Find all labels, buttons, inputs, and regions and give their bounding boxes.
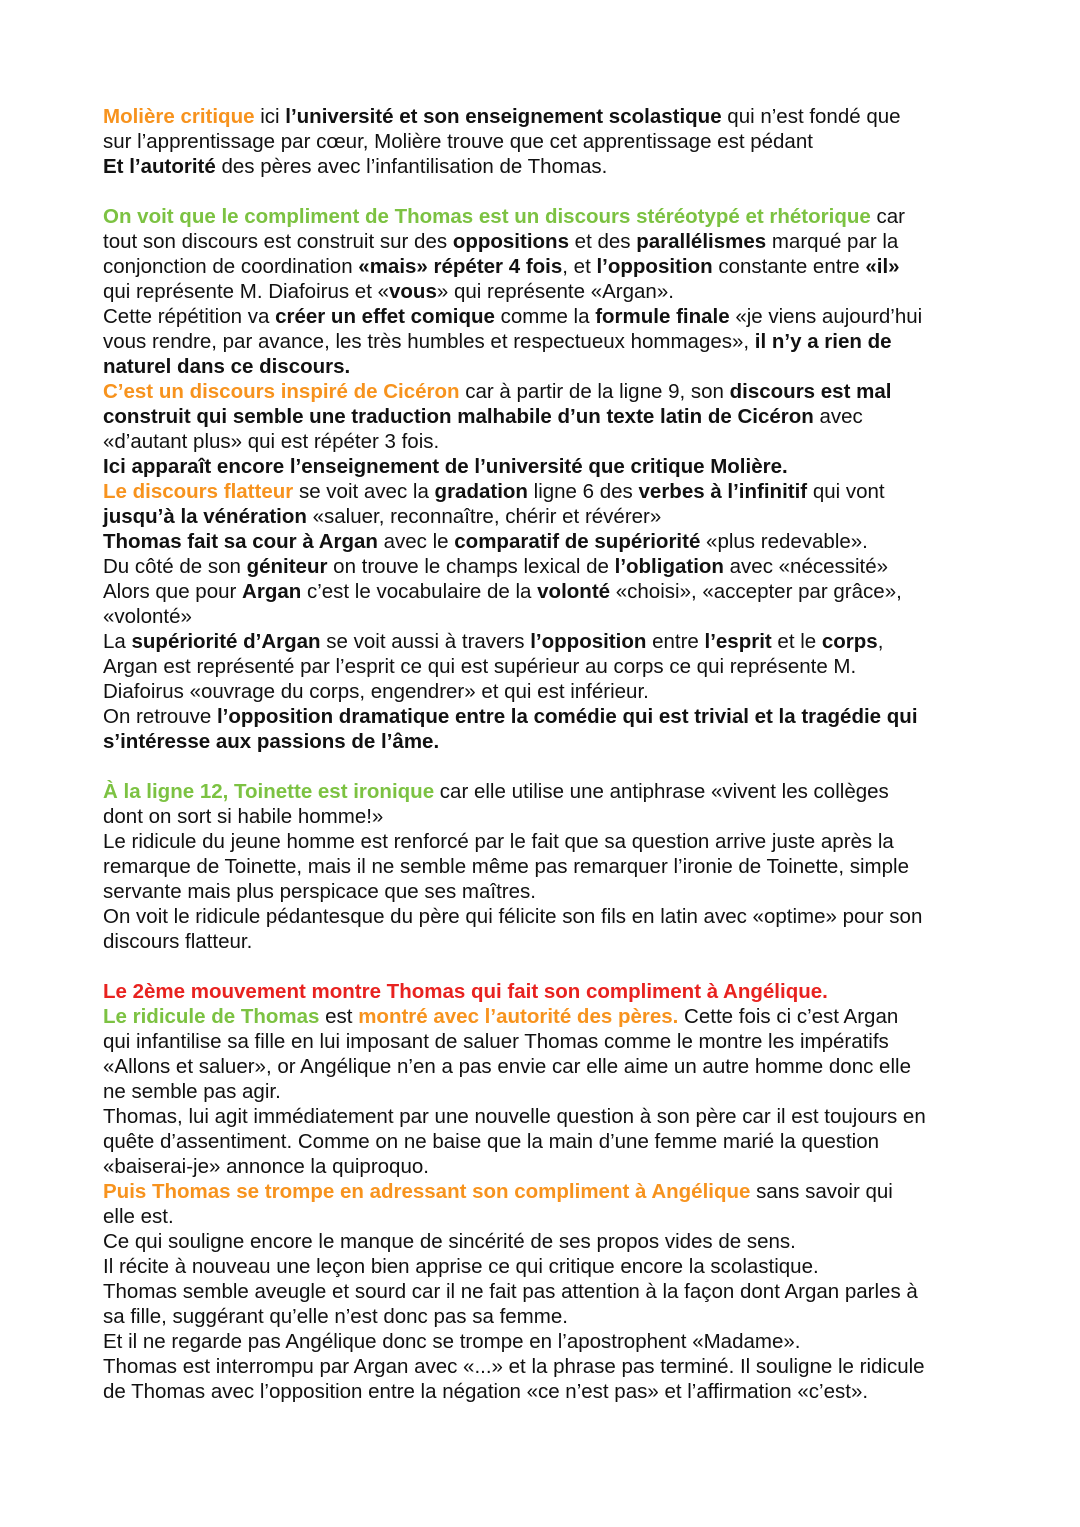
text-run: Thomas, lui agit immédiatement par une nouvelle question à son père car il est toujours en bbox=[103, 1105, 926, 1128]
text-run: est bbox=[319, 1005, 359, 1028]
text-line bbox=[103, 1054, 983, 1079]
text-run: avec bbox=[813, 405, 863, 428]
bold-text: l’opposition bbox=[530, 630, 647, 653]
text-run: «volonté» bbox=[103, 605, 192, 628]
text-line bbox=[103, 1154, 983, 1179]
text-line bbox=[103, 529, 983, 554]
highlight-text: Le discours flatteur bbox=[103, 480, 294, 503]
bold-text: l’obligation bbox=[614, 555, 724, 578]
text-line bbox=[103, 1304, 983, 1329]
text-run: sa fille, suggérant qu’elle n’est donc pas sa femme. bbox=[103, 1305, 568, 1328]
bold-text: l’esprit bbox=[704, 630, 772, 653]
text-line bbox=[103, 854, 983, 879]
highlight-text: On voit que le compliment de Thomas est un discours stéréotypé et rhétorique bbox=[103, 205, 871, 228]
bold-text: comparatif de supériorité bbox=[454, 530, 701, 553]
bold-text: Argan bbox=[242, 580, 302, 603]
text-line bbox=[103, 1379, 983, 1404]
text-run: dont on sort si habile homme!» bbox=[103, 805, 384, 828]
text-run: Le ridicule du jeune homme est renforcé par le fait que sa question arrive juste après la bbox=[103, 830, 894, 853]
text-line bbox=[103, 279, 983, 304]
text-line bbox=[103, 629, 983, 654]
text-line bbox=[103, 979, 983, 1004]
highlight-text: C’est un discours inspiré de Cicéron bbox=[103, 380, 460, 403]
text-line bbox=[103, 154, 983, 179]
text-line bbox=[103, 679, 983, 704]
text-line bbox=[103, 1354, 983, 1379]
text-line bbox=[103, 829, 983, 854]
text-run: car à partir de la ligne 9, son bbox=[459, 380, 730, 403]
text-line bbox=[103, 1079, 983, 1104]
text-line bbox=[103, 229, 983, 254]
highlight-text: À la ligne 12, Toinette est ironique bbox=[103, 780, 435, 803]
text-run: comme la bbox=[494, 305, 596, 328]
bold-text: créer un effet comique bbox=[275, 305, 495, 328]
text-line bbox=[103, 1029, 983, 1054]
text-line bbox=[103, 104, 983, 129]
bold-text: oppositions bbox=[452, 230, 569, 253]
text-line bbox=[103, 1329, 983, 1354]
text-run: qui n’est fondé que bbox=[721, 105, 901, 128]
bold-text: Ici apparaît encore l’enseignement de l’université que critique Molière. bbox=[103, 455, 788, 478]
text-run: Alors que pour bbox=[103, 580, 243, 603]
text-run: Il récite à nouveau une leçon bien apprise ce qui critique encore la scolastique. bbox=[103, 1255, 819, 1278]
text-run: constante entre bbox=[712, 255, 866, 278]
text-run: car bbox=[870, 205, 905, 228]
text-line bbox=[103, 1004, 983, 1029]
text-line bbox=[103, 504, 983, 529]
bold-text: géniteur bbox=[246, 555, 328, 578]
text-run: vous rendre, par avance, les très humbles et respectueux hommages», bbox=[103, 330, 755, 353]
bold-text: l’opposition dramatique entre la comédie qui est trivial et la tragédie qui bbox=[216, 705, 918, 728]
text-line bbox=[103, 329, 983, 354]
text-run: On voit le ridicule pédantesque du père qui félicite son fils en latin avec «optime» pour son bbox=[103, 905, 923, 928]
text-run: et des bbox=[568, 230, 637, 253]
text-run: ici bbox=[254, 105, 286, 128]
text-run: se voit avec la bbox=[293, 480, 435, 503]
text-run: marqué par la bbox=[766, 230, 899, 253]
text-line bbox=[103, 554, 983, 579]
bold-text: vous bbox=[389, 280, 437, 303]
text-run: , bbox=[877, 630, 884, 653]
text-line bbox=[103, 1104, 983, 1129]
bold-text: «il» bbox=[865, 255, 900, 278]
paragraph-gap bbox=[103, 754, 983, 779]
text-run: «plus redevable». bbox=[700, 530, 868, 553]
highlight-text: Puis Thomas se trompe en adressant son compliment à Angélique bbox=[103, 1180, 751, 1203]
text-run: sans savoir qui bbox=[750, 1180, 893, 1203]
bold-text: Thomas fait sa cour à Argan bbox=[103, 530, 378, 553]
bold-text: volonté bbox=[537, 580, 611, 603]
bold-text: corps bbox=[821, 630, 878, 653]
text-run: et le bbox=[771, 630, 822, 653]
document-body bbox=[103, 104, 983, 1404]
text-line bbox=[103, 1179, 983, 1204]
bold-text: Et l’autorité bbox=[103, 155, 216, 178]
text-run: «choisi», «accepter par grâce», bbox=[610, 580, 902, 603]
text-run: ligne 6 des bbox=[527, 480, 639, 503]
text-run: entre bbox=[646, 630, 705, 653]
bold-text: jusqu’à la vénération bbox=[103, 505, 307, 528]
text-run: qui représente M. Diafoirus et « bbox=[103, 280, 389, 303]
text-line bbox=[103, 1129, 983, 1154]
text-run: qui vont bbox=[807, 480, 885, 503]
bold-text: s’intéresse aux passions de l’âme. bbox=[103, 730, 440, 753]
text-run: ne semble pas agir. bbox=[103, 1080, 281, 1103]
text-line bbox=[103, 254, 983, 279]
text-run: tout son discours est construit sur des bbox=[103, 230, 453, 253]
text-run: qui infantilise sa fille en lui imposant de saluer Thomas comme le montre les impératifs bbox=[103, 1030, 889, 1053]
bold-text: l’opposition bbox=[596, 255, 713, 278]
text-run: c’est le vocabulaire de la bbox=[301, 580, 538, 603]
text-line bbox=[103, 479, 983, 504]
text-run: Ce qui souligne encore le manque de sincérité de ses propos vides de sens. bbox=[103, 1230, 796, 1253]
text-run: » qui représente «Argan». bbox=[436, 280, 674, 303]
text-line bbox=[103, 1279, 983, 1304]
text-run: car elle utilise une antiphrase «vivent les collèges bbox=[434, 780, 889, 803]
text-line bbox=[103, 454, 983, 479]
text-run: de Thomas avec l’opposition entre la négation «ce n’est pas» et l’affirmation «c’est». bbox=[103, 1380, 869, 1403]
text-run: Et il ne regarde pas Angélique donc se trompe en l’apostrophent «Madame». bbox=[103, 1330, 801, 1353]
highlight-text: Le 2ème mouvement montre Thomas qui fait son compliment à Angélique. bbox=[103, 980, 828, 1003]
text-run: Cette répétition va bbox=[103, 305, 276, 328]
text-run: On retrouve bbox=[103, 705, 217, 728]
text-line bbox=[103, 1254, 983, 1279]
text-run: Diafoirus «ouvrage du corps, engendrer» et qui est inférieur. bbox=[103, 680, 649, 703]
text-run: «saluer, reconnaître, chérir et révérer» bbox=[306, 505, 662, 528]
text-run: se voit aussi à travers bbox=[320, 630, 531, 653]
text-run: Thomas est interrompu par Argan avec «...» et la phrase pas terminé. Il souligne le ridicule bbox=[103, 1355, 925, 1378]
highlight-text: Molière critique bbox=[103, 105, 255, 128]
text-line bbox=[103, 929, 983, 954]
text-run: , et bbox=[562, 255, 597, 278]
text-run: discours flatteur. bbox=[103, 930, 253, 953]
text-run: «Allons et saluer», or Angélique n’en a pas envie car elle aime un autre homme donc elle bbox=[103, 1055, 911, 1078]
highlight-text: Le ridicule de Thomas bbox=[103, 1005, 320, 1028]
bold-text: l’université et son enseignement scolastique bbox=[285, 105, 722, 128]
text-run: avec le bbox=[377, 530, 455, 553]
text-line bbox=[103, 1229, 983, 1254]
bold-text: naturel dans ce discours. bbox=[103, 355, 351, 378]
bold-text: verbes à l’infinitif bbox=[638, 480, 808, 503]
bold-text: «mais» répéter 4 fois bbox=[358, 255, 563, 278]
paragraph-gap bbox=[103, 179, 983, 204]
text-run: Thomas semble aveugle et sourd car il ne fait pas attention à la façon dont Argan parles à bbox=[103, 1280, 918, 1303]
text-run: on trouve le champs lexical de bbox=[327, 555, 615, 578]
text-line bbox=[103, 779, 983, 804]
text-line bbox=[103, 729, 983, 754]
text-run: Cette fois ci c’est Argan bbox=[678, 1005, 899, 1028]
text-run: elle est. bbox=[103, 1205, 174, 1228]
text-run: Argan est représenté par l’esprit ce qui est supérieur au corps ce qui représente M. bbox=[103, 655, 857, 678]
text-run: servante mais plus perspicace que ses maîtres. bbox=[103, 880, 536, 903]
text-run: remarque de Toinette, mais il ne semble même pas remarquer l’ironie de Toinette, simple bbox=[103, 855, 909, 878]
highlight-text: montré avec l’autorité des pères. bbox=[358, 1005, 679, 1028]
text-line bbox=[103, 1204, 983, 1229]
text-line bbox=[103, 654, 983, 679]
text-line bbox=[103, 204, 983, 229]
bold-text: supériorité d’Argan bbox=[131, 630, 321, 653]
text-run: avec «nécessité» bbox=[723, 555, 889, 578]
text-run: «baiserai-je» annonce la quiproquo. bbox=[103, 1155, 429, 1178]
text-line bbox=[103, 404, 983, 429]
text-line bbox=[103, 129, 983, 154]
text-line bbox=[103, 804, 983, 829]
text-line bbox=[103, 704, 983, 729]
bold-text: gradation bbox=[434, 480, 528, 503]
bold-text: formule finale bbox=[595, 305, 730, 328]
bold-text: parallélismes bbox=[636, 230, 767, 253]
text-line bbox=[103, 354, 983, 379]
text-line bbox=[103, 304, 983, 329]
text-line bbox=[103, 429, 983, 454]
text-run: «je viens aujourd’hui bbox=[729, 305, 923, 328]
text-run: conjonction de coordination bbox=[103, 255, 359, 278]
text-line bbox=[103, 879, 983, 904]
paragraph-gap bbox=[103, 954, 983, 979]
text-line bbox=[103, 579, 983, 604]
bold-text: discours est mal bbox=[729, 380, 892, 403]
text-line bbox=[103, 379, 983, 404]
text-run: «d’autant plus» qui est répéter 3 fois. bbox=[103, 430, 440, 453]
text-run: des pères avec l’infantilisation de Thomas. bbox=[215, 155, 608, 178]
bold-text: il n’y a rien de bbox=[754, 330, 892, 353]
text-run: Du côté de son bbox=[103, 555, 247, 578]
bold-text: construit qui semble une traduction malhabile d’un texte latin de Cicéron bbox=[103, 405, 814, 428]
text-line bbox=[103, 904, 983, 929]
text-run: La bbox=[103, 630, 132, 653]
text-run: quête d’assentiment. Comme on ne baise que la main d’une femme marié la question bbox=[103, 1130, 880, 1153]
text-run: sur l’apprentissage par cœur, Molière trouve que cet apprentissage est pédant bbox=[103, 130, 813, 153]
text-line bbox=[103, 604, 983, 629]
